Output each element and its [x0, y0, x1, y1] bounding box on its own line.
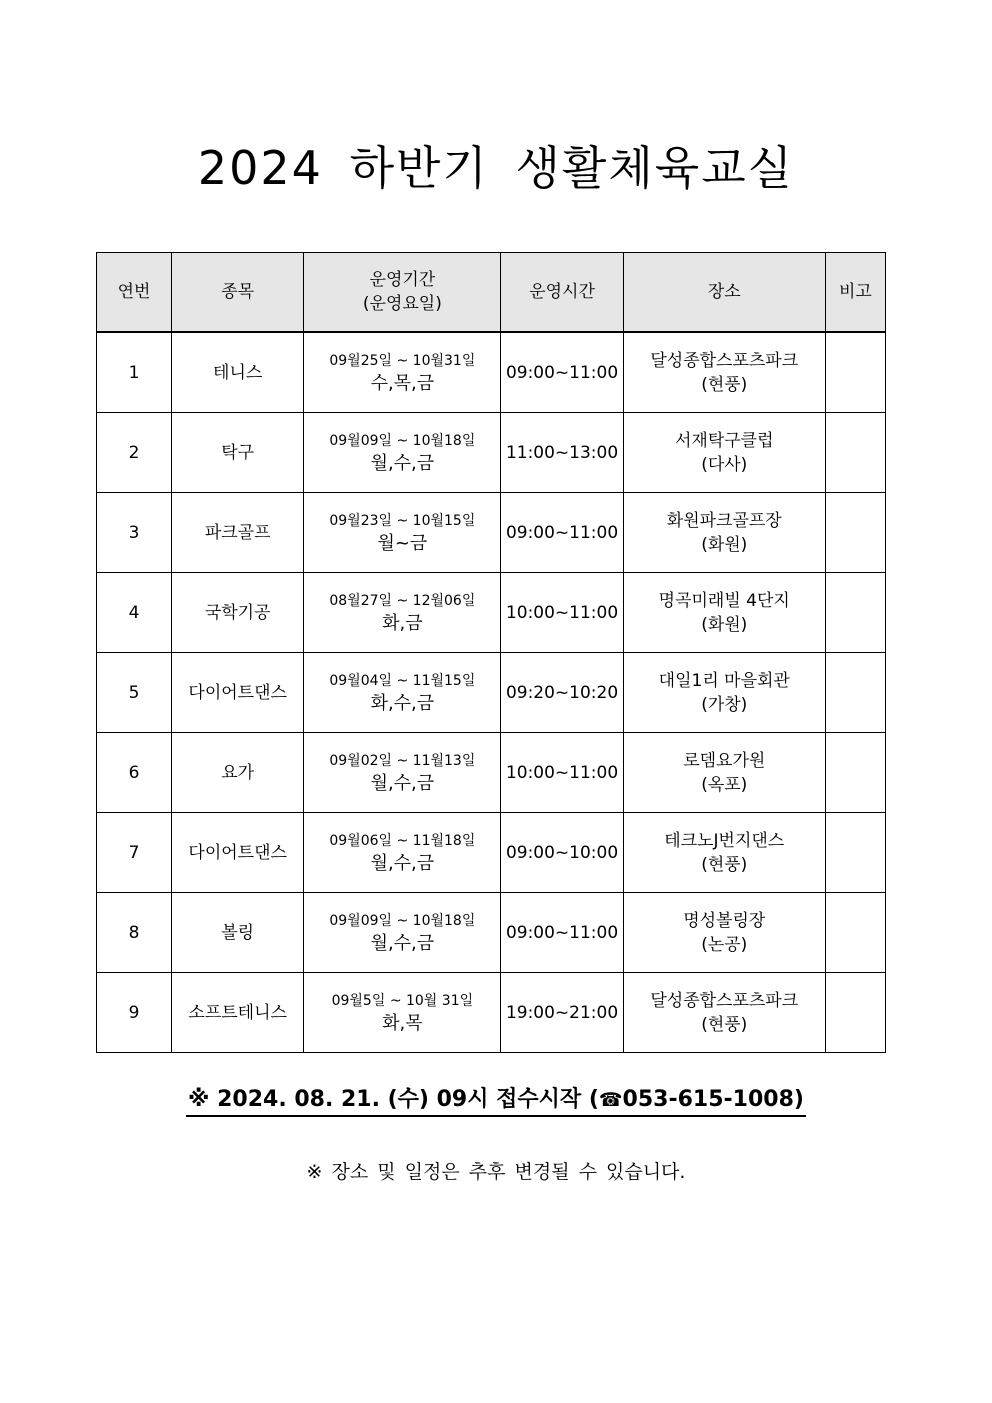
schedule-table	[96, 252, 886, 1053]
table-header-row	[97, 253, 886, 333]
table-row	[97, 413, 886, 493]
venue	[623, 413, 825, 493]
venue-area: (논공)	[701, 934, 748, 955]
header-sport: 종목	[172, 253, 304, 333]
row-number: 6	[97, 733, 172, 813]
operating-period	[304, 653, 501, 733]
note-cell	[825, 733, 885, 813]
row-number: 4	[97, 573, 172, 653]
operating-time: 09:00~11:00	[501, 893, 623, 973]
venue-name: 명곡미래빌 4단지	[658, 590, 790, 611]
header-time: 운영시간	[501, 253, 623, 333]
row-number: 5	[97, 653, 172, 733]
period-dates: 09월06일 ~ 11월18일	[329, 832, 476, 849]
row-number: 9	[97, 973, 172, 1053]
note-cell	[825, 653, 885, 733]
table-row	[97, 893, 886, 973]
operating-time: 11:00~13:00	[501, 413, 623, 493]
table-row	[97, 653, 886, 733]
period-dates: 09월09일 ~ 10월18일	[329, 912, 476, 929]
note-cell	[825, 973, 885, 1053]
table-row	[97, 813, 886, 893]
table-row	[97, 493, 886, 573]
row-number: 3	[97, 493, 172, 573]
notice-suffix: )	[793, 1087, 804, 1112]
operating-time: 10:00~11:00	[501, 733, 623, 813]
venue	[623, 893, 825, 973]
sport-name: 볼링	[172, 893, 304, 973]
venue-area: (현풍)	[701, 374, 748, 395]
period-dates: 09월02일 ~ 11월13일	[329, 752, 476, 769]
venue-name: 서재탁구클럽	[674, 430, 774, 451]
venue	[623, 653, 825, 733]
period-days: 월,수,금	[370, 932, 435, 954]
period-days: 월,수,금	[370, 852, 435, 874]
operating-time: 09:00~11:00	[501, 493, 623, 573]
operating-time: 09:00~11:00	[501, 332, 623, 413]
operating-period	[304, 493, 501, 573]
venue-area: (현풍)	[701, 854, 748, 875]
row-number: 2	[97, 413, 172, 493]
venue	[623, 493, 825, 573]
venue-name: 대일1리 마을회관	[658, 670, 790, 691]
header-no: 연번	[97, 253, 172, 333]
change-notice: ※ 장소 및 일정은 추후 변경될 수 있습니다.	[306, 1161, 686, 1183]
venue-name: 달성종합스포츠파크	[650, 350, 799, 371]
venue	[623, 573, 825, 653]
period-dates: 09월5일 ~ 10월 31일	[331, 992, 474, 1009]
sport-name: 요가	[172, 733, 304, 813]
notice-prefix: ※ 2024. 08. 21. (수) 09시 접수시작 (	[188, 1087, 599, 1112]
venue-area: (다사)	[701, 454, 748, 475]
operating-period	[304, 813, 501, 893]
sport-name: 다이어트댄스	[172, 813, 304, 893]
venue	[623, 733, 825, 813]
operating-period	[304, 973, 501, 1053]
period-days: 월,수,금	[370, 452, 435, 474]
table-row	[97, 973, 886, 1053]
operating-time: 09:20~10:20	[501, 653, 623, 733]
row-number: 7	[97, 813, 172, 893]
venue-name: 테크노J번지댄스	[664, 830, 785, 851]
venue-area: (가창)	[701, 694, 748, 715]
table-row	[97, 573, 886, 653]
header-place: 장소	[623, 253, 825, 333]
registration-notice	[0, 1084, 992, 1117]
venue-name: 달성종합스포츠파크	[650, 990, 799, 1011]
header-period	[304, 253, 501, 333]
table-row	[97, 733, 886, 813]
note-cell	[825, 413, 885, 493]
sport-name: 탁구	[172, 413, 304, 493]
period-days: 화,금	[382, 612, 423, 634]
header-period-line2: (운영요일)	[362, 294, 442, 314]
table-row	[97, 332, 886, 413]
note-cell	[825, 493, 885, 573]
period-days: 화,목	[382, 1012, 423, 1034]
operating-period	[304, 413, 501, 493]
period-dates: 09월09일 ~ 10월18일	[329, 432, 476, 449]
header-note: 비고	[825, 253, 885, 333]
venue-area: (화원)	[701, 534, 748, 555]
sport-name: 소프트테니스	[172, 973, 304, 1053]
note-cell	[825, 893, 885, 973]
operating-time: 10:00~11:00	[501, 573, 623, 653]
venue	[623, 332, 825, 413]
venue	[623, 813, 825, 893]
venue-name: 화원파크골프장	[666, 510, 782, 531]
sport-name: 국학기공	[172, 573, 304, 653]
period-dates: 09월04일 ~ 11월15일	[329, 672, 476, 689]
venue-name: 명성볼링장	[683, 910, 766, 931]
registration-notice-underline	[186, 1086, 806, 1117]
phone-number: 053-615-1008	[622, 1087, 794, 1112]
venue	[623, 973, 825, 1053]
operating-time: 09:00~10:00	[501, 813, 623, 893]
sport-name: 테니스	[172, 332, 304, 413]
note-cell	[825, 573, 885, 653]
venue-name: 로뎀요가원	[683, 750, 766, 771]
operating-period	[304, 733, 501, 813]
note-cell	[825, 332, 885, 413]
row-number: 8	[97, 893, 172, 973]
period-dates: 09월23일 ~ 10월15일	[329, 512, 476, 529]
period-days: 월,수,금	[370, 772, 435, 794]
period-days: 화,수,금	[370, 692, 435, 714]
note-cell	[825, 813, 885, 893]
period-dates: 09월25일 ~ 10월31일	[329, 352, 476, 369]
sport-name: 파크골프	[172, 493, 304, 573]
period-dates: 08월27일 ~ 12월06일	[329, 592, 476, 609]
row-number: 1	[97, 332, 172, 413]
operating-period	[304, 893, 501, 973]
operating-period	[304, 573, 501, 653]
venue-area: (현풍)	[701, 1014, 748, 1035]
phone-icon: ☎	[598, 1089, 623, 1111]
header-period-line1: 운영기간	[369, 270, 436, 290]
page-title: 2024 하반기 생활체육교실	[197, 141, 795, 195]
venue-area: (화원)	[701, 614, 748, 635]
period-days: 수,목,금	[370, 372, 435, 394]
operating-time: 19:00~21:00	[501, 973, 623, 1053]
period-days: 월~금	[377, 532, 428, 554]
venue-area: (옥포)	[701, 774, 748, 795]
sport-name: 다이어트댄스	[172, 653, 304, 733]
operating-period	[304, 332, 501, 413]
